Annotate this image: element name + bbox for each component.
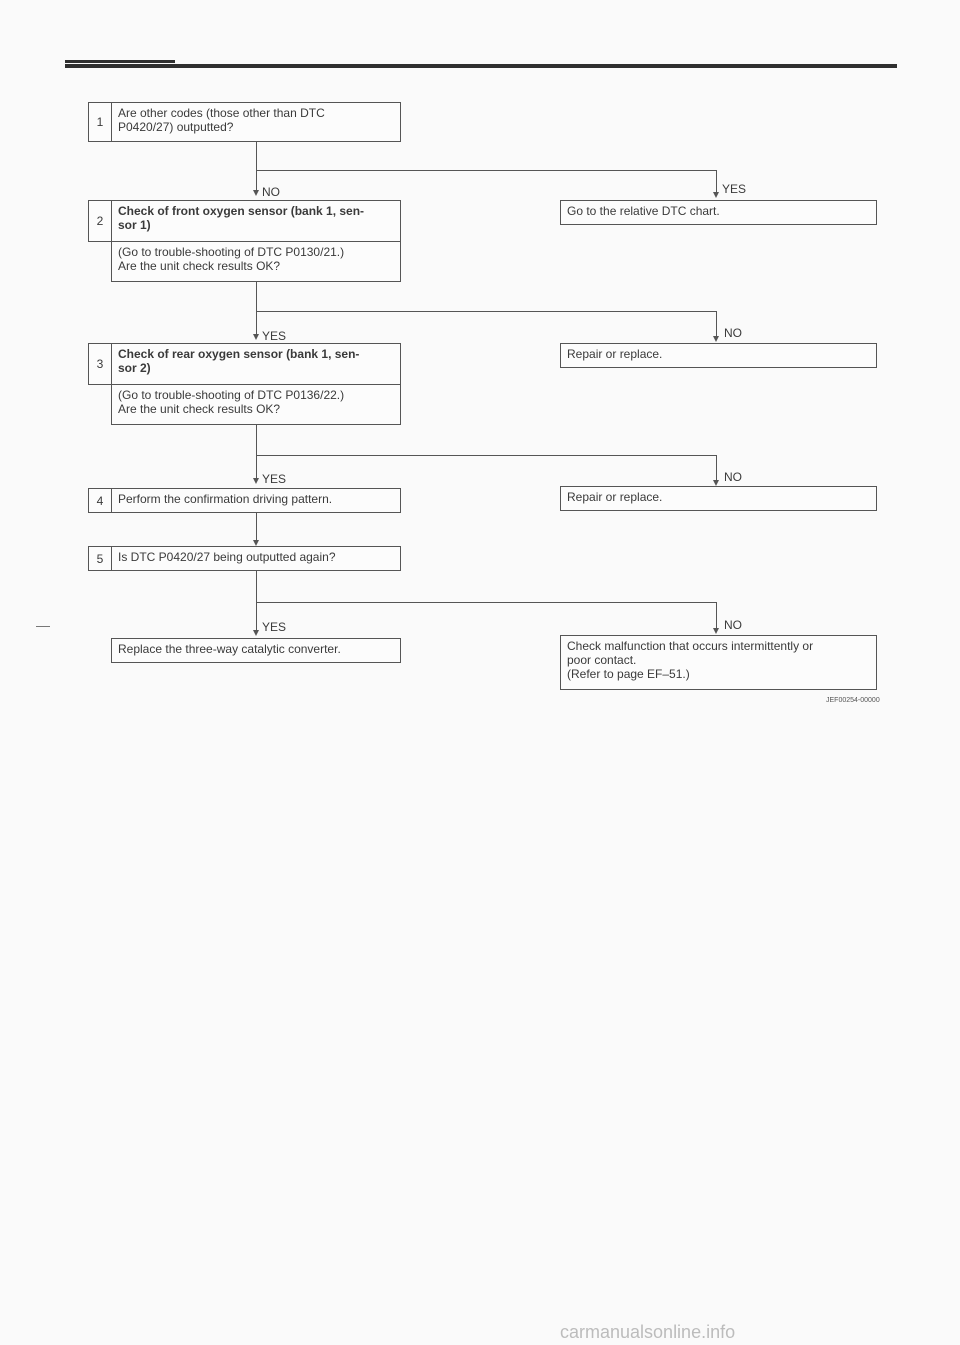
step-4-box (111, 488, 401, 513)
arrow-icon (253, 334, 259, 340)
step-5-yes-label: YES (262, 620, 287, 634)
connector (716, 311, 717, 336)
figure-code: JEF00254-00000 (826, 697, 880, 704)
result-repair-1-text: Repair or replace. (567, 347, 663, 361)
step-3-title: Check of rear oxygen sensor (bank 1, sen- sor 2) (118, 347, 360, 375)
arrow-icon (253, 630, 259, 636)
step-2-yes-label: YES (262, 329, 287, 343)
result-intermittent-text: Check malfunction that occurs intermittently or poor contact. (Refer to page EF–51.) (567, 639, 814, 681)
step-5-box (111, 546, 401, 571)
connector (256, 455, 716, 456)
connector (256, 513, 257, 543)
step-3-yes-label: YES (262, 472, 287, 486)
result-replace-converter (111, 638, 401, 663)
result-repair-2 (560, 486, 877, 511)
connector (256, 282, 257, 336)
step-2-number: 2 (88, 200, 112, 242)
step-1-number: 1 (88, 102, 112, 142)
connector (716, 455, 717, 481)
connector (256, 184, 257, 192)
result-goto-dtc (560, 200, 877, 225)
connector (256, 311, 716, 312)
connector (716, 602, 717, 628)
arrow-icon (713, 192, 719, 198)
connector (256, 142, 257, 184)
step-3-no-label: NO (724, 470, 742, 484)
arrow-icon (713, 336, 719, 342)
arrow-icon (253, 478, 259, 484)
header-mark (65, 60, 175, 63)
step-1-yes-label: YES (722, 182, 747, 196)
result-repair-1 (560, 343, 877, 368)
step-4-question: Perform the confirmation driving pattern. (118, 492, 333, 506)
margin-dash (36, 626, 50, 627)
step-3-detail-box (111, 384, 401, 425)
connector (256, 602, 716, 603)
step-1-no-label: NO (262, 185, 280, 199)
step-2-no-label: NO (724, 326, 742, 340)
step-4-number: 4 (88, 488, 112, 513)
connector (716, 170, 717, 192)
result-replace-converter-text: Replace the three-way catalytic converter. (118, 642, 341, 656)
step-5-question: Is DTC P0420/27 being outputted again? (118, 550, 336, 564)
result-goto-dtc-text: Go to the relative DTC chart. (567, 204, 720, 218)
step-1-question: Are other codes (those other than DTC P0420/27) outputted? (118, 106, 325, 134)
watermark: carmanualsonline.info (560, 1322, 736, 1342)
step-3-number: 3 (88, 343, 112, 385)
step-3-detail: (Go to trouble-shooting of DTC P0136/22.) Are the unit check results OK? (118, 388, 345, 416)
step-5-number: 5 (88, 546, 112, 571)
step-2-detail-box (111, 241, 401, 282)
result-intermittent (560, 635, 877, 690)
step-5-no-label: NO (724, 618, 742, 632)
arrow-icon (713, 628, 719, 634)
result-repair-2-text: Repair or replace. (567, 490, 663, 504)
connector (256, 571, 257, 630)
step-2-title: Check of front oxygen sensor (bank 1, sen- sor 1) (118, 204, 365, 232)
step-2-detail: (Go to trouble-shooting of DTC P0130/21.) Are the unit check results OK? (118, 245, 345, 273)
step-1-box (111, 102, 401, 142)
connector (256, 425, 257, 479)
connector (256, 170, 716, 171)
step-3-title-box (111, 343, 401, 385)
header-rule (65, 64, 897, 68)
step-2-title-box (111, 200, 401, 242)
